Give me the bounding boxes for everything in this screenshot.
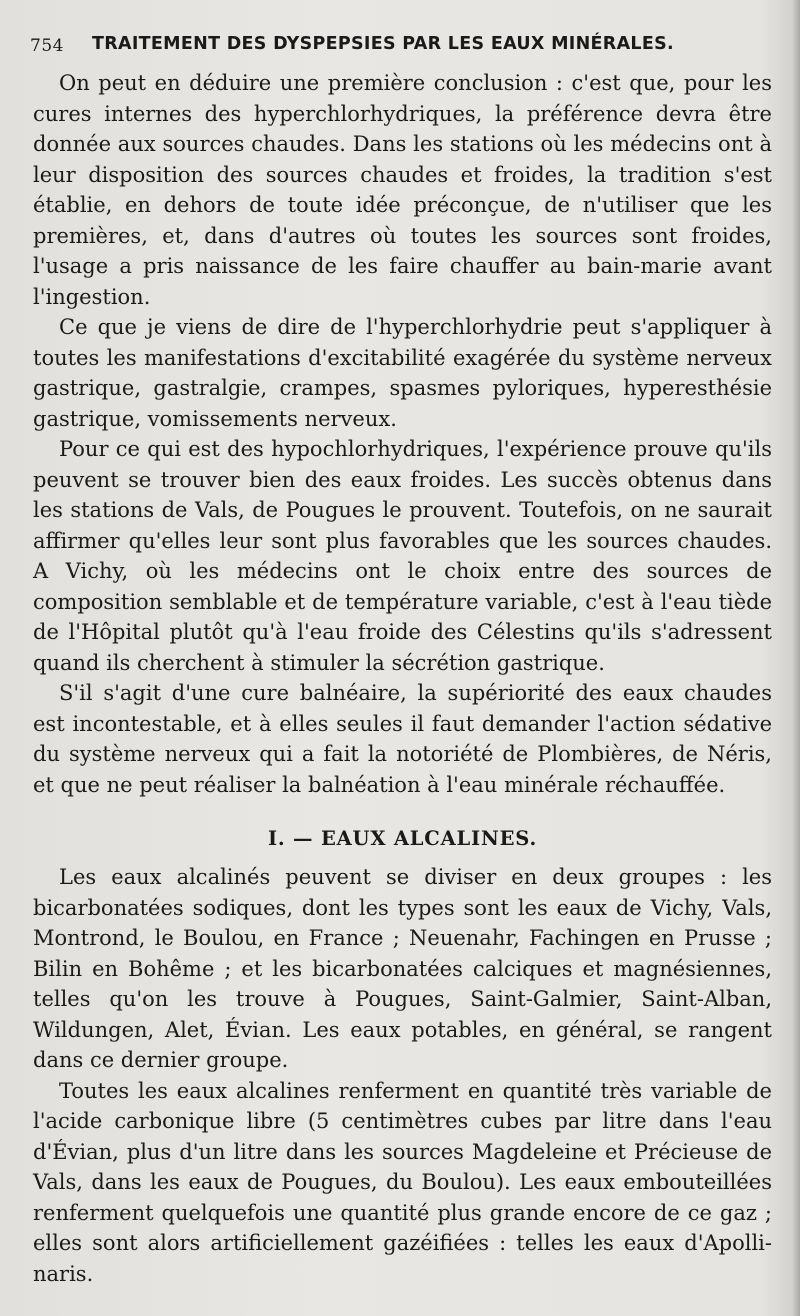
page-number: 754: [30, 36, 64, 56]
paragraph-hyperchlorhydria: Ce que je viens de dire de l'hyperchlorhydrie peut s'appliquer à toutes les manifestations d'excitabilité exagérée du système nerveux gastrique, gastralgie, crampes, spasmes pyloriques, hyperesthésie gastrique, vomissements nerveux.: [33, 315, 772, 431]
paragraph-carbonic-acid: Toutes les eaux alcalines renferment en quantité très variable de l'acide carbonique libre (5 centimètres cubes par litre dans l'eau d'Évian, plus d'un litre dans les sources Magdeleine et Précieuse de Vals, dans les eaux de Pougues, du Boulou). Les eaux embouteillées renferment quelquefois une quantité plus grande encore de ce gaz ; elles sont alors artificiellement gazéifiées : telles les eaux d'Apolli-naris.: [33, 1078, 772, 1286]
page-body: [33, 68, 772, 1289]
paragraph-alkaline-groups: Les eaux alcalinés peuvent se diviser en deux groupes : les bicarbonatées sodiques, dont les types sont les eaux de Vichy, Vals, Montrond, le Boulou, en France ; Neuenahr, Fachingen en Prusse ; Bilin en Bohême ; et les bicarbonatées calciques et magnésiennes, telles qu'on les trouve à Pougues, Saint-Galmier, Saint-Alban, Wildungen, Alet, Évian. Les eaux potables, en général, se rangent dans ce dernier groupe.: [33, 865, 772, 1072]
paragraph-conclusion: On peut en déduire une première conclusion : c'est que, pour les cures internes des hyperchlorhydriques, la préférence devra être donnée aux sources chaudes. Dans les stations où les médecins ont à leur disposition des sources chaudes et froides, la tradition s'est établie, en dehors de toute idée préconçue, de n'utiliser que les premières, et, dans d'autres où toutes les sources sont froides, l'usage a pris naissance de les faire chauffer au bain-marie avant l'ingestion.: [33, 71, 772, 309]
section-heading: I. — EAUX ALCALINES.: [267, 827, 538, 850]
page-edge-shadow: [792, 0, 800, 1316]
paragraph-balneary-cure: S'il s'agit d'une cure balnéaire, la supériorité des eaux chaudes est incontestable, et à elles seules il faut demander l'action sédative du système nerveux qui a fait la notoriété de Plombières, de Néris, et que ne peut réaliser la balnéation à l'eau minérale réchauffée.: [33, 681, 772, 797]
paragraph-hypochlorhydria: Pour ce qui est des hypochlorhydriques, l'expérience prouve qu'ils peuvent se trouver bien des eaux froides. Les succès obtenus dans les stations de Vals, de Pougues le prouvent. Toutefois, on ne saurait affirmer qu'elles leur sont plus favorables que les sources chaudes. A Vichy, où les médecins ont le choix entre des sources de composition semblable et de température variable, c'est à l'eau tiède de l'Hôpital plutôt qu'à l'eau froide des Célestins qu'ils s'adressent quand ils cherchent à stimuler la sécrétion gastrique.: [33, 437, 772, 675]
running-header: [30, 30, 782, 62]
running-title: TRAITEMENT DES DYSPEPSIES PAR LES EAUX MINÉRALES.: [92, 34, 674, 54]
